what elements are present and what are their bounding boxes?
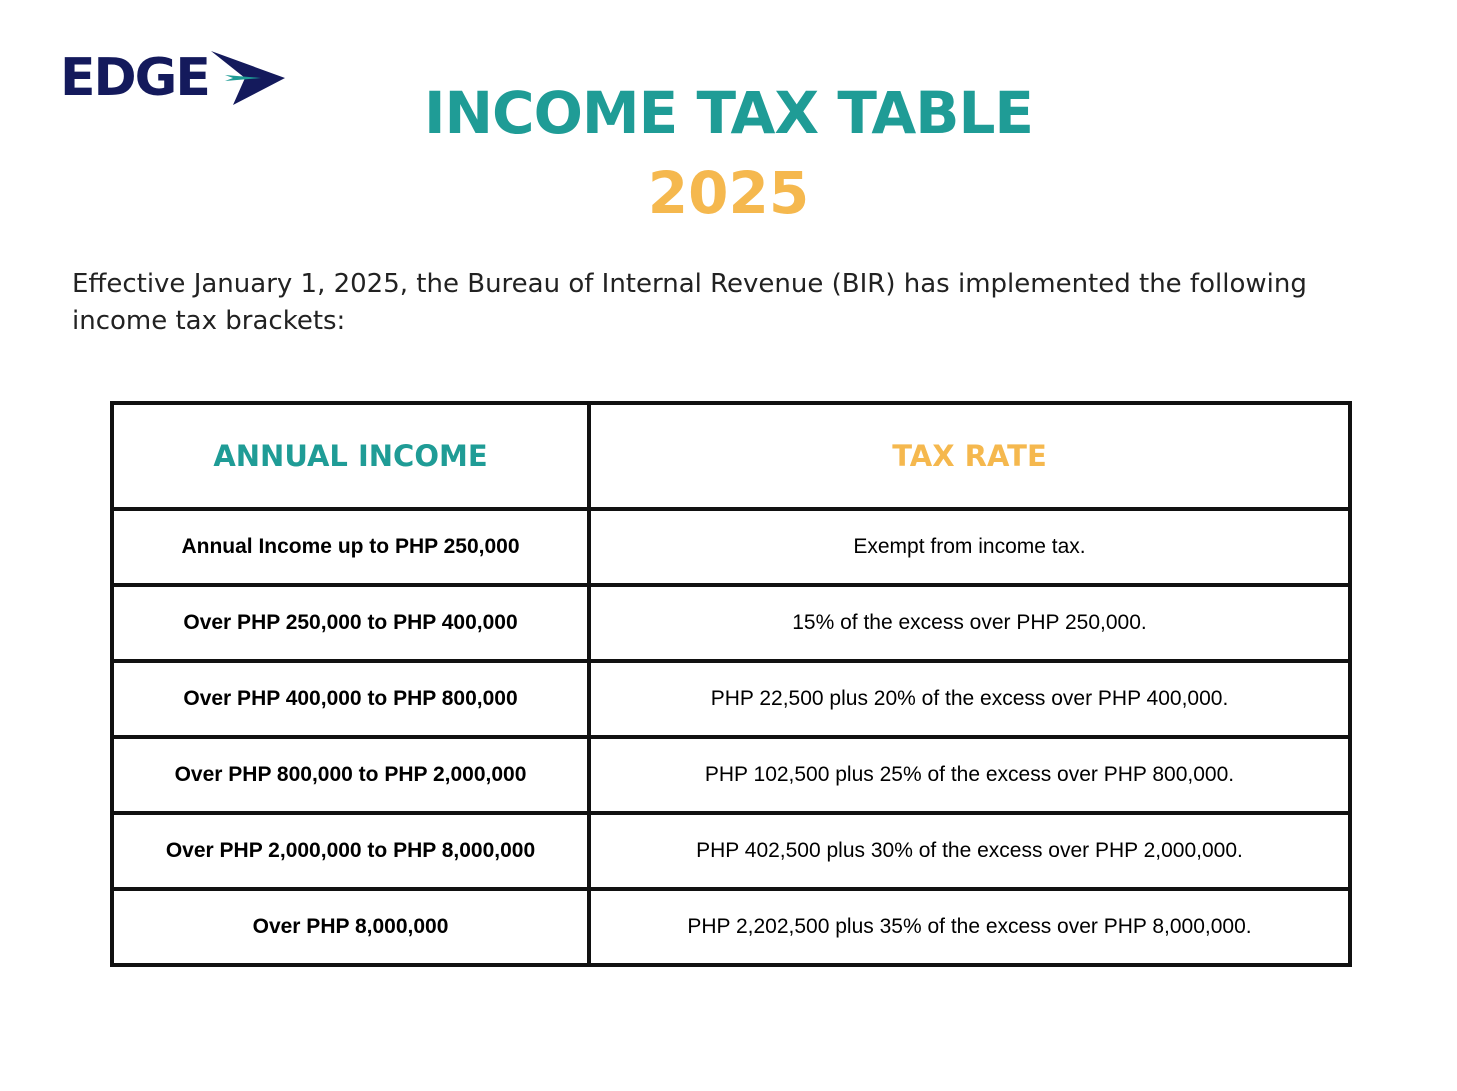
tax-rate-cell: PHP 102,500 plus 25% of the excess over PHP 800,000. xyxy=(589,737,1350,813)
page-title: INCOME TAX TABLE xyxy=(423,79,1034,147)
table-row xyxy=(112,813,1350,889)
table-row xyxy=(112,889,1350,965)
header-annual-income: ANNUAL INCOME xyxy=(112,403,589,509)
tax-rate-cell: PHP 22,500 plus 20% of the excess over PHP 400,000. xyxy=(589,661,1350,737)
income-bracket-cell: Over PHP 250,000 to PHP 400,000 xyxy=(112,585,589,661)
page-year: 2025 xyxy=(647,159,810,227)
table-row xyxy=(112,661,1350,737)
income-bracket-cell: Over PHP 400,000 to PHP 800,000 xyxy=(112,661,589,737)
tax-rate-cell: Exempt from income tax. xyxy=(589,509,1350,585)
table-row xyxy=(112,737,1350,813)
income-tax-table xyxy=(110,401,1352,967)
table-row xyxy=(112,585,1350,661)
income-bracket-cell: Over PHP 2,000,000 to PHP 8,000,000 xyxy=(112,813,589,889)
income-bracket-cell: Over PHP 800,000 to PHP 2,000,000 xyxy=(112,737,589,813)
header-tax-rate: TAX RATE xyxy=(589,403,1350,509)
table-row xyxy=(112,509,1350,585)
income-bracket-cell: Annual Income up to PHP 250,000 xyxy=(112,509,589,585)
tax-rate-cell: 15% of the excess over PHP 250,000. xyxy=(589,585,1350,661)
table-header-row xyxy=(112,403,1350,509)
tax-rate-cell: PHP 402,500 plus 30% of the excess over PHP 2,000,000. xyxy=(589,813,1350,889)
intro-paragraph: Effective January 1, 2025, the Bureau of Internal Revenue (BIR) has implemented the following income tax brackets: xyxy=(72,269,1307,336)
tax-rate-cell: PHP 2,202,500 plus 35% of the excess over PHP 8,000,000. xyxy=(589,889,1350,965)
logo-text: EDGE xyxy=(60,48,209,108)
income-bracket-cell: Over PHP 8,000,000 xyxy=(112,889,589,965)
